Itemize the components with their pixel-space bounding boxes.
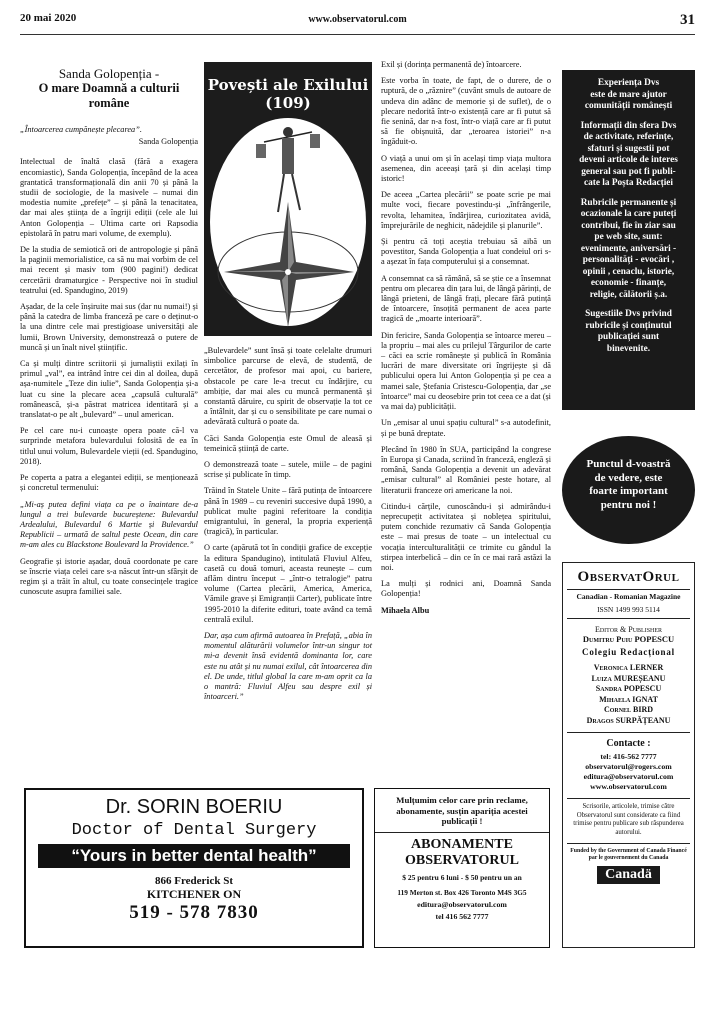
subscription-title-2: OBSERVATORUL: [405, 852, 519, 868]
subscription-address: 119 Merton st. Box 426 Toronto M4S 3G5: [397, 887, 527, 897]
paragraph: Este vorba în toate, de fapt, de o durere, de o ruptură, de o „răznire” (cuvânt smuls de autoare de undeva din adânc de memorie și de suflet), de o plecare nedorită într-o existență care ar fi putut să fie senină, dar n-a fost, într-o viață care ar fi putut să fie obișnuită, dar „teroarea istoriei” n-a îngăduit-o.: [381, 76, 551, 147]
paragraph: Și pentru că toți aceștia trebuiau să aibă un povestitor, Sanda Golopenția a luat condeiul ori s-a așezat în fața computerului și a consemnat.: [381, 237, 551, 267]
info-line: [566, 301, 691, 309]
article-column-2: [204, 346, 372, 709]
editorial-member: Veronica LERNER: [593, 663, 664, 672]
readers-info-box: [562, 70, 695, 410]
circle-line: de vedere, este: [594, 471, 663, 484]
info-line: comunității românești: [584, 101, 673, 111]
article-title-line-2: O mare Doamnă a culturii române: [38, 81, 180, 110]
quotation: Dar, așa cum afirmă autoarea în Prefață, „abia în momentul alăturării volumelor într-un singur tot mi-a devenit însă evidentă dominanta lor, care este nu atât și nu numai exilul, cât întoarcerea din el. De unde, titlul global la care m-am oprit ca la o mantră: Fluviul Alfeu sau despre exil și întoarceri.”: [204, 631, 372, 702]
dental-phone[interactable]: 519 - 578 7830: [129, 902, 259, 923]
editorial-member: Luiza MUREȘEANU: [591, 673, 666, 683]
paragraph: O carte (apărută tot în condiții grafice de excepție la editura Spandugino), intitulată Fluviul Alfeu, casetă cu două tomuri, aceasta reunește – cum aflăm dintru început – „într-o tetralogie” patru volume (Cartea plecării, America, America, Vămile grave și Emigranții Carter), publicate între 1995-2010 la diferite edituri, toate având ca temă centrală exilul.: [204, 543, 372, 624]
dental-address: 866 Frederick St: [154, 875, 233, 887]
masthead-box: [562, 562, 695, 948]
info-line: sfaturi și sugestii pot: [587, 143, 670, 154]
info-line: contribui, fie în ziar sau: [581, 220, 676, 231]
editor-title: Editor & Publisher: [594, 625, 663, 634]
thanks-note: Mulțumim celor care prin reclame, abonamente, susțin apariția acestei publicații !: [396, 795, 528, 826]
info-line: Informații din sfera Dvs: [580, 120, 677, 131]
paragraph: Plecând în 1980 în SUA, participând la congrese în Europa și Canada, scriind în franceză, engleză și română, Sanda Golopenția a devenit un adevărat „emisar cultural” al României peste hotare, al literaturii franceze ori americane la noi.: [381, 444, 551, 495]
editorial-member: Mihaela IGNAT: [599, 694, 658, 704]
info-line: pe web site, sunt:: [594, 232, 663, 242]
epigraph-author: Sanda Golopenția: [138, 137, 198, 147]
info-line: binevenite.: [606, 343, 651, 354]
subscription-email[interactable]: editura@observatorul.com: [417, 899, 507, 909]
info-line: deveni articole de interes: [579, 155, 678, 165]
info-line: de activitate, referințe,: [583, 132, 674, 142]
info-line: ocazionale la care puteți: [580, 209, 677, 219]
circle-line: foarte important: [589, 485, 668, 497]
paragraph: Un „emisar al unui spațiu cultural” s-a autodefinit, și pe bună dreptate.: [381, 418, 551, 438]
college-title: Colegiu Redacțional: [582, 647, 675, 657]
info-line: rubricile și conținutul: [585, 320, 672, 331]
editorial-member: Cornel BIRD: [603, 705, 654, 714]
dental-city: KITCHENER ON: [146, 887, 242, 901]
contact-phone: tel: 416-562 7777: [600, 752, 657, 761]
subscription-price: $ 25 pentru 6 luni - $ 50 pentru un an: [402, 872, 522, 882]
editor-name: Dumitru Puiu POPESCU: [582, 634, 675, 644]
paragraph: Citindu-i cărțile, cunoscându-i și admirându-i neprecupețit activitatea și noblețea spiritului, putem conchide rezumativ că Sanda Golopenția este – mai presus de toate – un intelectual cu vocația interculturalității ce trimite cu gândul la stirpea interbelică – din ce în ce mai rară astăzi la noi.: [381, 501, 551, 572]
paragraph: Ca și mulți dintre scriitorii și jurnaliștii exilați în primul „val”, ea intrând între cei din al doilea, după așa-numitele „Teze din iulie”, Sanda Golopenția și-a luat cu sine la plecare acea „capsulă culturală” românească, și-a păstrat matricea identitară și a translatat-o pe alt „bulevard” – unul american.: [20, 359, 198, 420]
paragraph: Pe cel care nu-i cunoaște opera poate că-l va surprinde metafora bulevardului folosită de ea în titlul unui volum, Bulevardele vieții (ed. Spandugino, 2018).: [20, 426, 198, 466]
masthead-name: ObservatOrul: [577, 569, 680, 585]
paragraph: O demonstrează toate – sutele, miile – de pagini scrise și publicate în timp.: [204, 460, 372, 480]
dental-slogan: “Yours in better dental health”: [38, 844, 350, 868]
subscription-phone[interactable]: tel 416 562 7777: [435, 911, 489, 921]
header-rule: [20, 34, 695, 35]
editorial-member: Dragos SURPĂȚEANU: [586, 715, 671, 725]
paragraph: Pe coperta a patra a elegantei ediții, se menționează și concretul termenului:: [20, 473, 198, 493]
epigraph: „Întoarcerea cumpănește plecarea”.: [20, 125, 142, 134]
subscription-ad: [374, 788, 550, 948]
info-line: Experiența Dvs: [597, 78, 660, 88]
book-series-title: Povești ale Exilului (109): [207, 76, 369, 112]
opinion-circle: [562, 436, 695, 544]
info-line: Sugestiile Dvs privind: [585, 309, 672, 319]
disclaimer: Scrisorile, articolele, trimise către Observatorul sunt considerate ca fiind trimise pentru publicare sub răspunderea autorului.: [573, 803, 684, 836]
paragraph: „Bulevardele” sunt însă și toate celelalte drumuri simbolice parcurse de elevă, de studentă, de cercetător, de profesor mai apoi, cu bariere, obstacole pe care le-a trecut cu îndârjire, cu ambiție, dar mai ales cu muncă permanentă și constantă dăruire, cu spirit de observație la tot ce a întâlnit, dar și cu o sensibilitate pe care numai o adevărată cultură o poate da.: [204, 346, 372, 427]
article-column-3: [381, 60, 551, 622]
circle-line: pentru noi !: [600, 498, 657, 511]
contact-email-2[interactable]: editura@observatorul.com: [583, 772, 674, 781]
contact-website[interactable]: www.observatorul.com: [590, 782, 667, 791]
canada-wordmark: Canadä: [597, 866, 660, 884]
dentist-name: Dr. SORIN BOERIU: [105, 796, 283, 818]
info-line: evenimente, aniversări -: [580, 243, 677, 254]
quotation: „Mi-aș putea defini viața ca pe o înaintare de-a lungul a trei bulevarde bucureștene: Bulevardul Ardealului, Bulevardul 6 Martie și Bulevardul Republicii – urmată de saltul peste Ocean, din care m-am ales cu Blackstone Boulevard la Providence.”: [20, 499, 198, 550]
site-url[interactable]: www.observatorul.com: [308, 14, 407, 25]
paragraph: Geografie și istorie așadar, două coordonate pe care se înscrie viața celei care s-a născut într-un sfârșit de regim și a trăit în altul, cu toate consecințele tragice cunoscute asupra familiei sale.: [20, 556, 198, 597]
info-line: personalități - evocări ,: [582, 255, 675, 265]
paragraph: Intelectual de înaltă clasă (fără a exagera encomiastic), Sanda Golopenția, începând de la acea grantatică transformațională din anii 70 și până la studii de sociologie, de la masivele – numai din modestia numite „prefețe” – și până la tenacitatea, dar mai ales știința de a îngriji ediții (cele ale lui Anton Golopenția – Ultima carte ori Rapsodia epistolară în patru mari volume, de exemplu).: [20, 157, 198, 238]
issue-date: 20 mai 2020: [20, 12, 77, 24]
dentist-role: Doctor of Dental Surgery: [71, 821, 317, 840]
paragraph: De aceea „Cartea plecării” se poate scrie pe mai multe voci, fiecare povestindu-și „înfrângerile, revolta, lehamitea, îndârjirea, curiozitatea avidă, împrejurările de neghicit, nădejdile și planurile”.: [381, 190, 551, 230]
paragraph: A consemnat ca să rămână, să se știe ce a însemnat pentru om plecarea din țara lui, de lângă părinți, de lângă prieteni, de lângă frați, plecare fără putință de întoarcere, însoțită permanent de acea parte tragică de „moarte interioară”.: [381, 273, 551, 324]
editorial-member: Sandra POPESCU: [595, 684, 662, 693]
editorial-members: [563, 663, 694, 726]
info-line: [566, 190, 691, 198]
paragraph: Căci Sanda Golopenția este Omul de aleasă și temeinică știință de carte.: [204, 433, 372, 453]
author-signature: Mihaela Albu: [381, 605, 430, 615]
circle-line: Punctul d-voastră: [586, 458, 671, 470]
issn: ISSN 1499 993 5114: [597, 605, 660, 614]
paragraph: Așadar, de la cele înșiruite mai sus (dar nu numai!) și până la catedra de limba franceză pe care o deținut-o la una dintre cele mai prestigioase universități ale lumii, Brown University, demonstrează o putere de muncă și un înalt nivel științific.: [20, 302, 198, 352]
info-line: cate la Poșta Redacției: [583, 178, 674, 188]
contact-title: Contacte :: [606, 738, 651, 749]
masthead-subtitle: Canadian - Romanian Magazine: [576, 592, 681, 601]
info-line: general sau pot fi publi-: [581, 166, 676, 177]
paragraph: La mulți și rodnici ani, Doamnă Sanda Golopenția!: [381, 579, 551, 599]
page-header: [20, 12, 695, 42]
dental-ad: [24, 788, 364, 948]
opinion-circle-text: [562, 458, 695, 512]
info-line: economie - finanțe,: [590, 278, 667, 288]
paragraph: O viață a unui om și în același timp viața multora asemenea, din aceeași țară și din același timp istoric!: [381, 153, 551, 184]
paragraph: Exil și (dorința permanentă de) întoarcere.: [381, 60, 522, 69]
info-line: Rubricile permanente și: [580, 197, 677, 208]
info-line: este de mare ajutor: [590, 89, 667, 100]
paragraph: Trăind în Statele Unite – fără putința de întoarcere până în 1989 – cu reveniri succesive după 1990, a publicat multe pagini referitoare la condiția emigrantului, în general, la propria experiență (tragică), în particular.: [204, 486, 372, 537]
page-number: 31: [680, 12, 695, 28]
readers-info-text: [566, 78, 691, 355]
info-line: publicației sunt: [597, 332, 660, 342]
paragraph: De la studia de semiotică ori de antropologie și până la paginii memorialistice, ca să nu mai vorbim de cel mai recent și masiv tom (900 pagini!) dedicat cercetării dramaturgice - Perspective noi în studiul teatrului (ed. Spandugino, 2019): [20, 245, 198, 295]
funding-note: Funded by the Government of Canada Financé par le gouvernement du Canada: [570, 848, 687, 861]
paragraph: Din fericire, Sanda Golopenția se întoarce mereu – la propriu – mai ales cu prilejul Târgurilor de carte – căci ea scrie românește și publică în România lucrări de mare diversitate ori îngrijește și dă publicului opera lui Anton Golopenția și pe cea a mamei sale, Ștefania Cristescu-Golopenția, dar „se întoarce” mai cu deosebire prin tot ceea ce a dat (și va mai da) publicității.: [381, 330, 551, 412]
contact-email-1[interactable]: observatorul@rogers.com: [585, 762, 672, 771]
article-title: [20, 66, 198, 111]
info-line: [566, 113, 691, 121]
article-title-line-1: Sanda Golopenția -: [58, 66, 160, 81]
subscription-title-1: ABONAMENTE: [411, 836, 513, 852]
book-illustration-panel: [204, 62, 372, 336]
article-column-1: [20, 62, 198, 603]
compass-traveler-illustration: [204, 102, 372, 332]
info-line: opinii , cenaclu, istorie,: [582, 266, 675, 277]
info-line: religie, călătorii ș.a.: [589, 289, 668, 300]
